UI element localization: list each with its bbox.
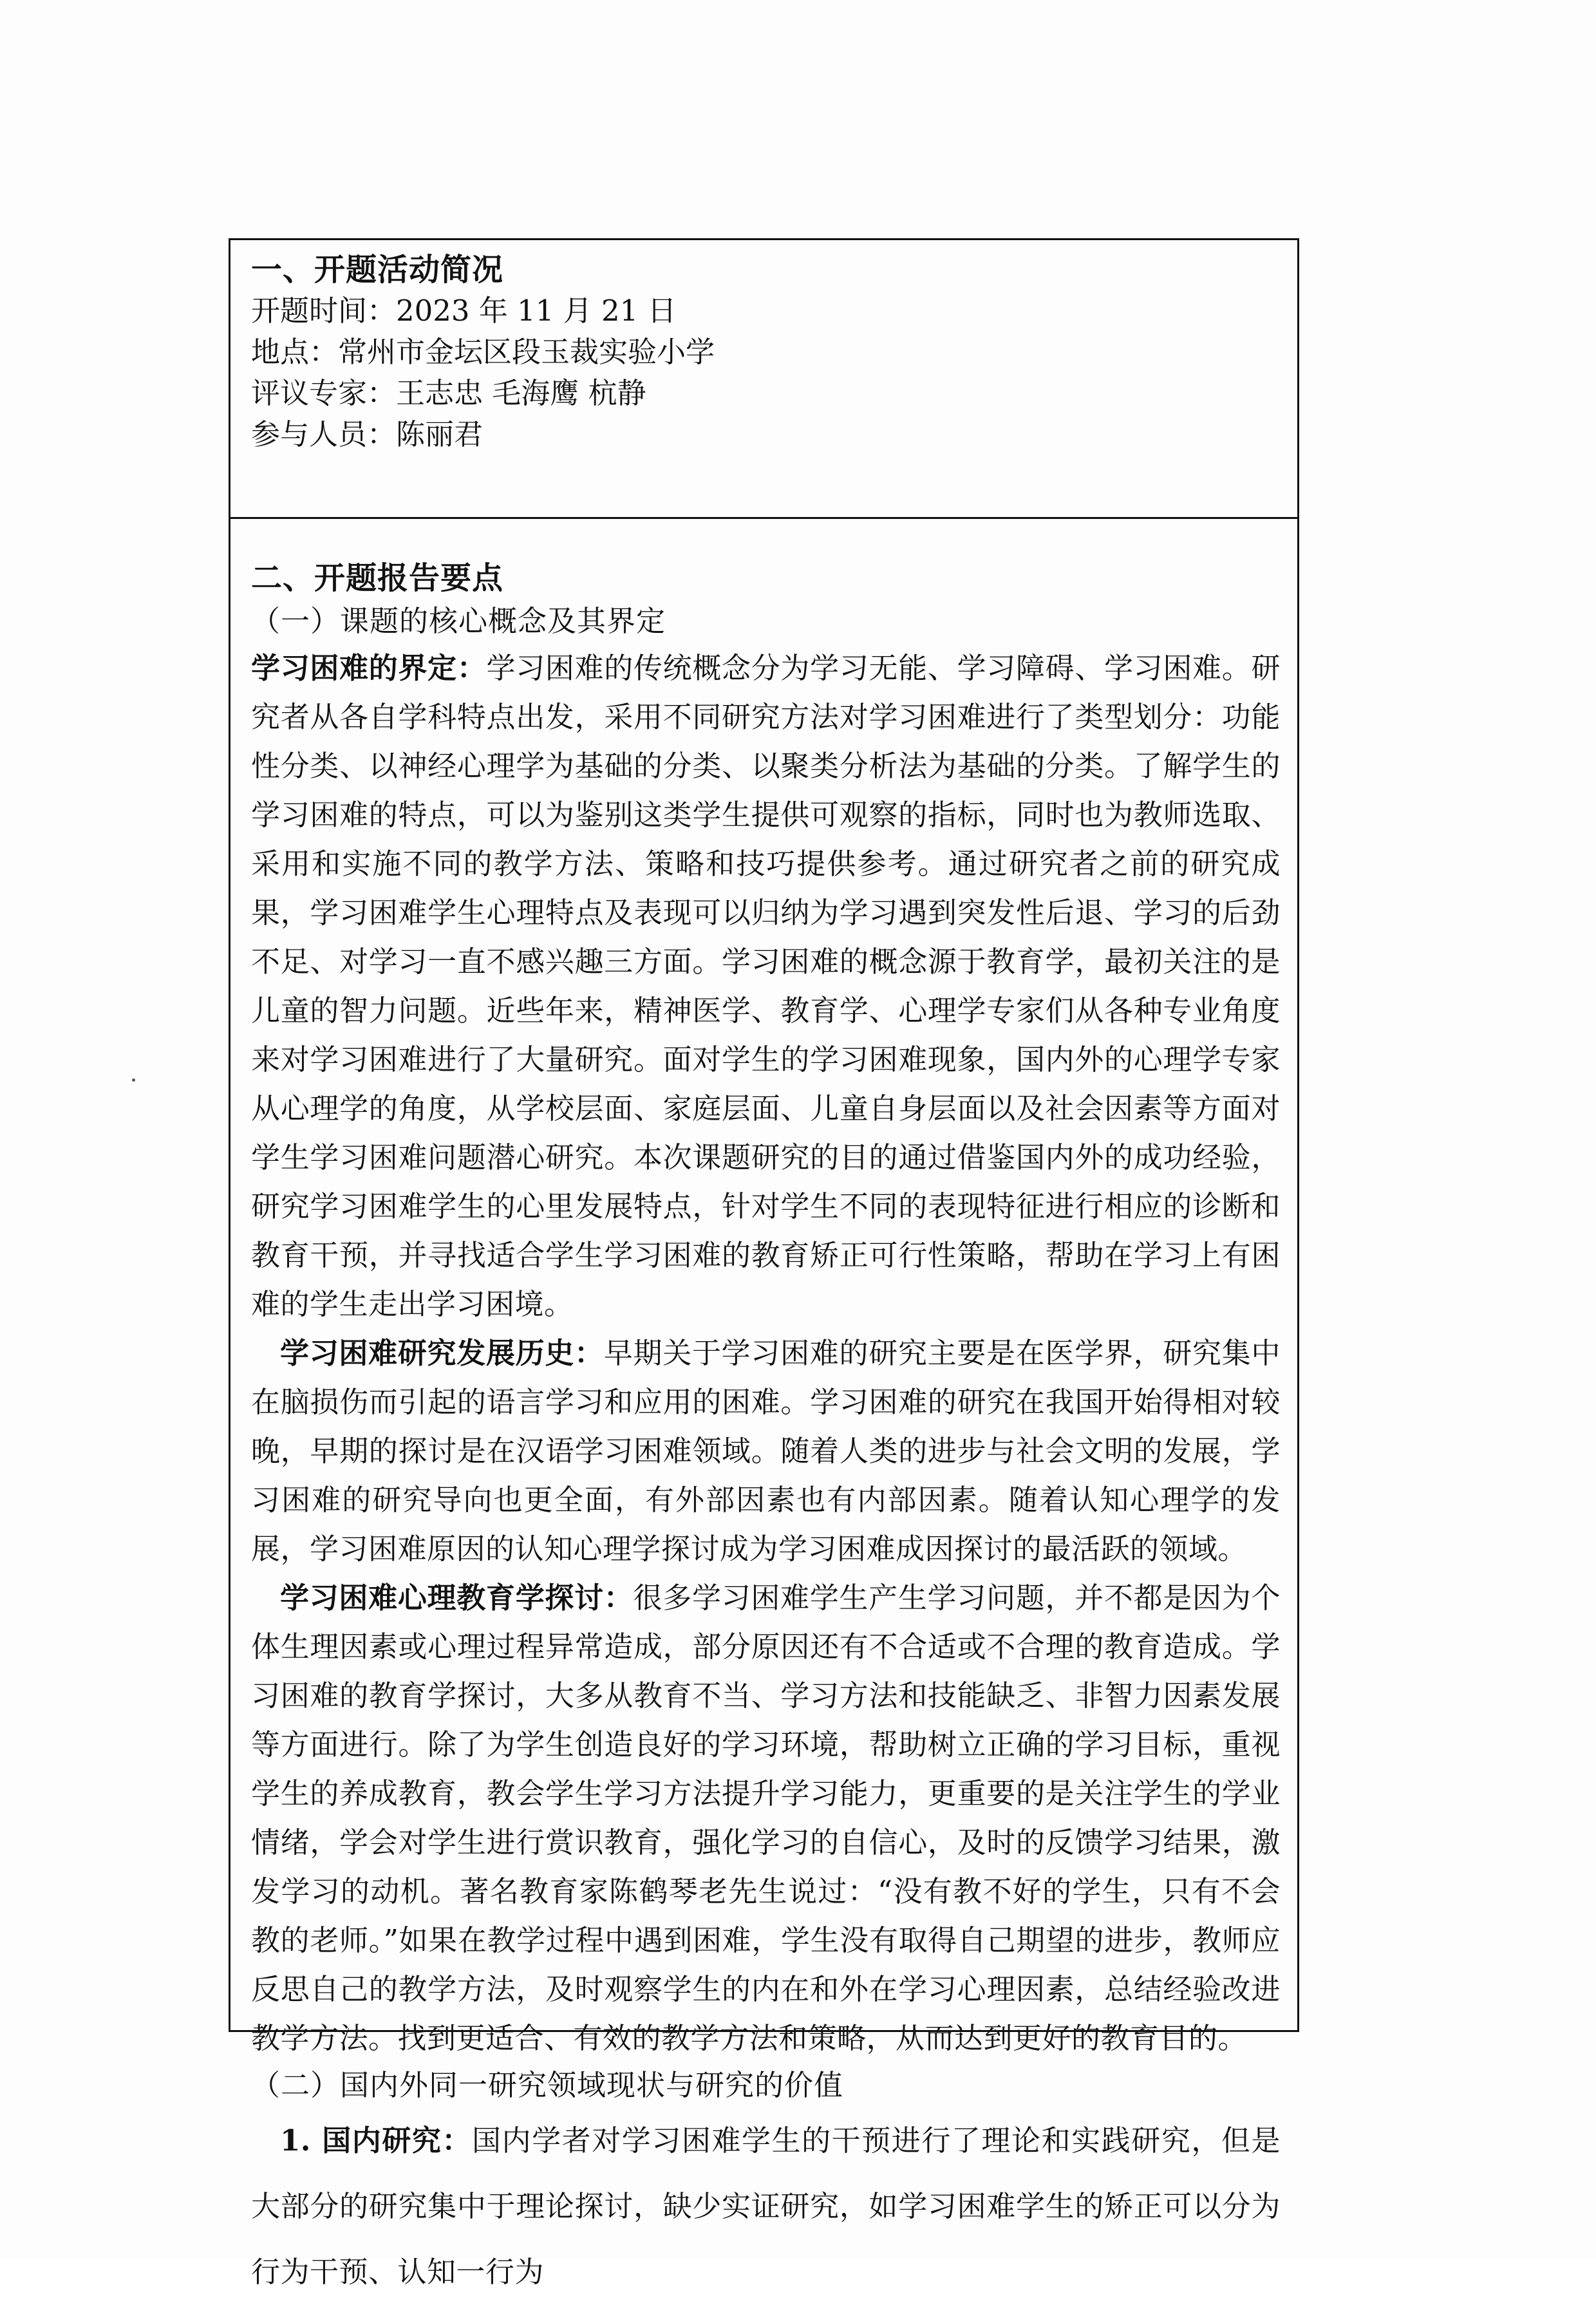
paragraph-lead: 学习困难的界定： (251, 651, 487, 685)
paragraph-lead: 1. 国内研究： (280, 2123, 472, 2158)
opening-place: 地点：常州市金坛区段玉裁实验小学 (251, 335, 715, 369)
paragraph-body: 早期关于学习困难的研究主要是在医学界，研究集中在脑损伤而引起的语言学习和应用的困难。学习困难的研究在我国开始得相对较晚，早期的探讨是在汉语学习困难领域。随着人类的进步与社会文明的发展，学习困难的研究导向也更全面，有外部因素也有内部因素。随着认知心理学的发展，学习困难原因的认知心理学探讨成为学习困难成因探讨的最活跃的领域。 (251, 1336, 1281, 1566)
paragraph-definition (251, 644, 1281, 1329)
subsection-research-status: （二）国内外同一研究领域现状与研究的价值 (251, 2068, 844, 2102)
scan-speck (132, 1078, 135, 1082)
paragraph-lead: 学习困难研究发展历史： (280, 1336, 604, 1370)
paragraph-pedagogy (251, 1574, 1281, 2063)
paragraph-body: 国内学者对学习困难学生的干预进行了理论和实践研究，但是大部分的研究集中于理论探讨，缺少实证研究，如学习困难学生的矫正可以分为行为干预、认知一行为 (251, 2123, 1281, 2289)
review-experts: 评议专家：王志忠 毛海鹰 杭静 (251, 376, 646, 410)
paragraph-lead: 学习困难心理教育学探讨： (280, 1581, 634, 1615)
activity-summary-cell (229, 238, 1299, 519)
section-title-report: 二、开题报告要点 (251, 560, 504, 596)
section-title-activity: 一、开题活动简况 (251, 252, 504, 288)
paragraph-domestic-research (251, 2108, 1281, 2305)
paragraph-body: 很多学习困难学生产生学习问题，并不都是因为个体生理因素或心理过程异常造成，部分原因还有不合适或不合理的教育造成。学习困难的教育学探讨，大多从教育不当、学习方法和技能缺乏、非智力因素发展等方面进行。除了为学生创造良好的学习环境，帮助树立正确的学习目标，重视学生的养成教育，教会学生学习方法提升学习能力，更重要的是关注学生的学业情绪，学会对学生进行赏识教育，强化学习的自信心，及时的反馈学习结果，激发学习的动机。著名教育家陈鹤琴老先生说过：“没有教不好的学生，只有不会教的老师。”如果在教学过程中遇到困难，学生没有取得自己期望的进步，教师应反思自己的教学方法，及时观察学生的内在和外在学习心理因素，总结经验改进教学方法。找到更适合、有效的教学方法和策略，从而达到更好的教育目的。 (251, 1581, 1281, 2055)
paragraph-history (251, 1329, 1281, 1574)
participants: 参与人员：陈丽君 (251, 417, 483, 451)
subsection-core-concepts: （一）课题的核心概念及其界定 (251, 604, 666, 638)
opening-time: 开题时间：2023 年 11 月 21 日 (251, 294, 677, 328)
report-points-cell (229, 517, 1299, 2289)
paragraph-body: 学习困难的传统概念分为学习无能、学习障碍、学习困难。研究者从各自学科特点出发，采用不同研究方法对学习困难进行了类型划分：功能性分类、以神经心理学为基础的分类、以聚类分析法为基础的分类。了解学生的学习困难的特点，可以为鉴别这类学生提供可观察的指标，同时也为教师选取、采用和实施不同的教学方法、策略和技巧提供参考。通过研究者之前的研究成果，学习困难学生心理特点及表现可以归纳为学习遇到突发性后退、学习的后劲不足、对学习一直不感兴趣三方面。学习困难的概念源于教育学，最初关注的是儿童的智力问题。近些年来，精神医学、教育学、心理学专家们从各种专业角度来对学习困难进行了大量研究。面对学生的学习困难现象，国内外的心理学专家从心理学的角度，从学校层面、家庭层面、儿童自身层面以及社会因素等方面对学生学习困难问题潜心研究。本次课题研究的目的通过借鉴国内外的成功经验，研究学习困难学生的心里发展特点，针对学生不同的表现特征进行相应的诊断和教育干预，并寻找适合学生学习困难的教育矫正可行性策略，帮助在学习上有困难的学生走出学习困境。 (251, 651, 1281, 1321)
